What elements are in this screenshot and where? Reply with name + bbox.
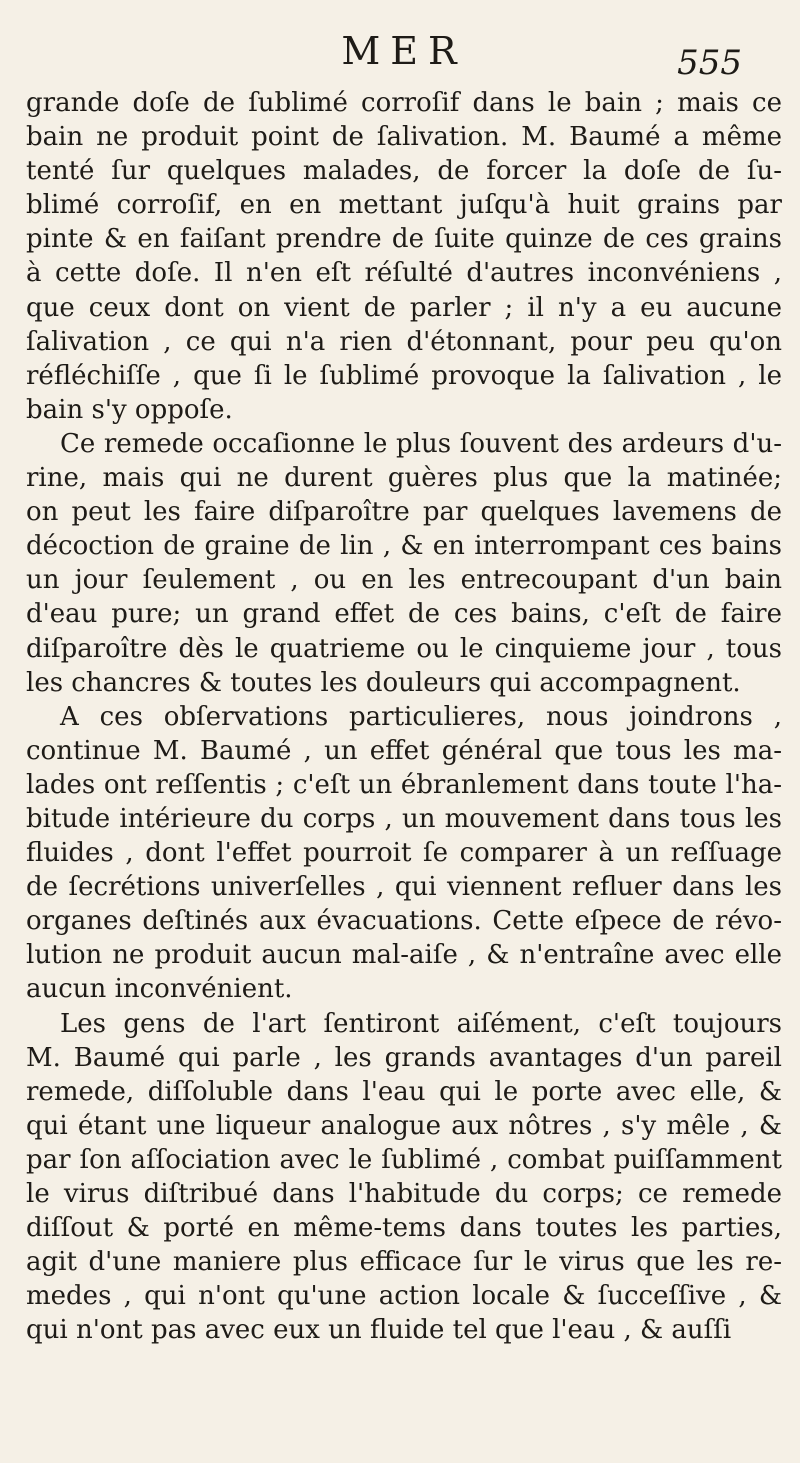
- paragraph: [26, 700, 782, 1007]
- text-line: pinte & en faiſant prendre de ſuite quinze de ces grains: [26, 224, 782, 255]
- text-line: bain s'y oppoſe.: [26, 394, 233, 425]
- text-line: tenté ſur quelques malades, de forcer la doſe de ſu-: [26, 156, 782, 187]
- text-line: diſſout & porté en même-tems dans toutes les parties,: [26, 1213, 782, 1244]
- text-line: medes , qui n'ont qu'une action locale & ſucceſſive , &: [26, 1281, 782, 1312]
- text-line: d'eau pure; un grand effet de ces bains, c'eſt de faire: [26, 599, 782, 630]
- text-line: organes deſtinés aux évacuations. Cette eſpece de révo-: [26, 906, 782, 937]
- text-line: décoction de graine de lin , & en interrompant ces bains: [26, 531, 782, 562]
- text-line: agit d'une maniere plus efficace ſur le virus que les re-: [26, 1247, 782, 1278]
- text-line: que ceux dont on vient de parler ; il n'y a eu aucune: [26, 292, 782, 323]
- text-line: Les gens de l'art ſentiront aiſément, c'eſt toujours: [60, 1008, 782, 1039]
- page-header: [26, 0, 782, 86]
- text-line: qui n'ont pas avec eux un fluide tel que l'eau , & auſſi: [26, 1315, 732, 1346]
- text-line: diſparoître dès le quatrieme ou le cinquieme jour , tous: [26, 633, 782, 664]
- text-line: ſalivation , ce qui n'a rien d'étonnant, pour peu qu'on: [26, 326, 782, 357]
- paragraph: [26, 1007, 782, 1348]
- page-number: 555: [677, 43, 742, 83]
- text-line: fluides , dont l'effet pourroit ſe comparer à un reſſuage: [26, 838, 782, 869]
- text-line: M. Baumé qui parle , les grands avantages d'un pareil: [26, 1042, 782, 1073]
- body-text: [26, 86, 782, 1347]
- text-line: réfléchiſſe , que ſi le ſublimé provoque la ſalivation , le: [26, 360, 782, 391]
- text-line: un jour ſeulement , ou en les entrecoupant d'un bain: [26, 565, 782, 596]
- text-line: de ſecrétions univerſelles , qui viennent refluer dans les: [26, 872, 782, 903]
- text-line: à cette doſe. Il n'en eſt réſulté d'autres inconvéniens ,: [26, 258, 782, 289]
- text-line: par ſon aſſociation avec le ſublimé , combat puiſſamment: [26, 1144, 782, 1175]
- text-line: continue M. Baumé , un effet général que tous les ma-: [26, 735, 782, 766]
- paragraph: [26, 86, 782, 427]
- text-line: lution ne produit aucun mal-aiſe , & n'entraîne avec elle: [26, 940, 782, 971]
- text-line: rine, mais qui ne durent guères plus que la matinée;: [26, 463, 782, 494]
- text-line: grande doſe de ſublimé corroſif dans le bain ; mais ce: [26, 88, 782, 118]
- text-line: remede, diſſoluble dans l'eau qui le porte avec elle, &: [26, 1076, 782, 1107]
- text-line: bitude intérieure du corps , un mouvement dans tous les: [26, 803, 782, 834]
- text-line: le virus diſtribué dans l'habitude du corps; ce remede: [26, 1179, 782, 1209]
- text-line: les chancres & toutes les douleurs qui accompagnent.: [26, 667, 741, 698]
- text-line: blimé corroſif, en en mettant juſqu'à huit grains par: [26, 190, 782, 221]
- text-line: A ces obſervations particulieres, nous joindrons ,: [60, 701, 782, 732]
- text-line: lades ont reſſentis ; c'eſt un ébranlement dans toute l'ha-: [26, 769, 782, 800]
- text-line: Ce remede occaſionne le plus ſouvent des ardeurs d'u-: [60, 428, 782, 459]
- text-line: aucun inconvénient.: [26, 974, 293, 1005]
- text-line: bain ne produit point de ſalivation. M. Baumé a même: [26, 122, 782, 153]
- paragraph: [26, 427, 782, 700]
- text-line: qui étant une liqueur analogue aux nôtres , s'y mêle , &: [26, 1110, 782, 1141]
- running-head: MER: [341, 29, 467, 73]
- text-line: on peut les faire diſparoître par quelques lavemens de: [26, 497, 782, 528]
